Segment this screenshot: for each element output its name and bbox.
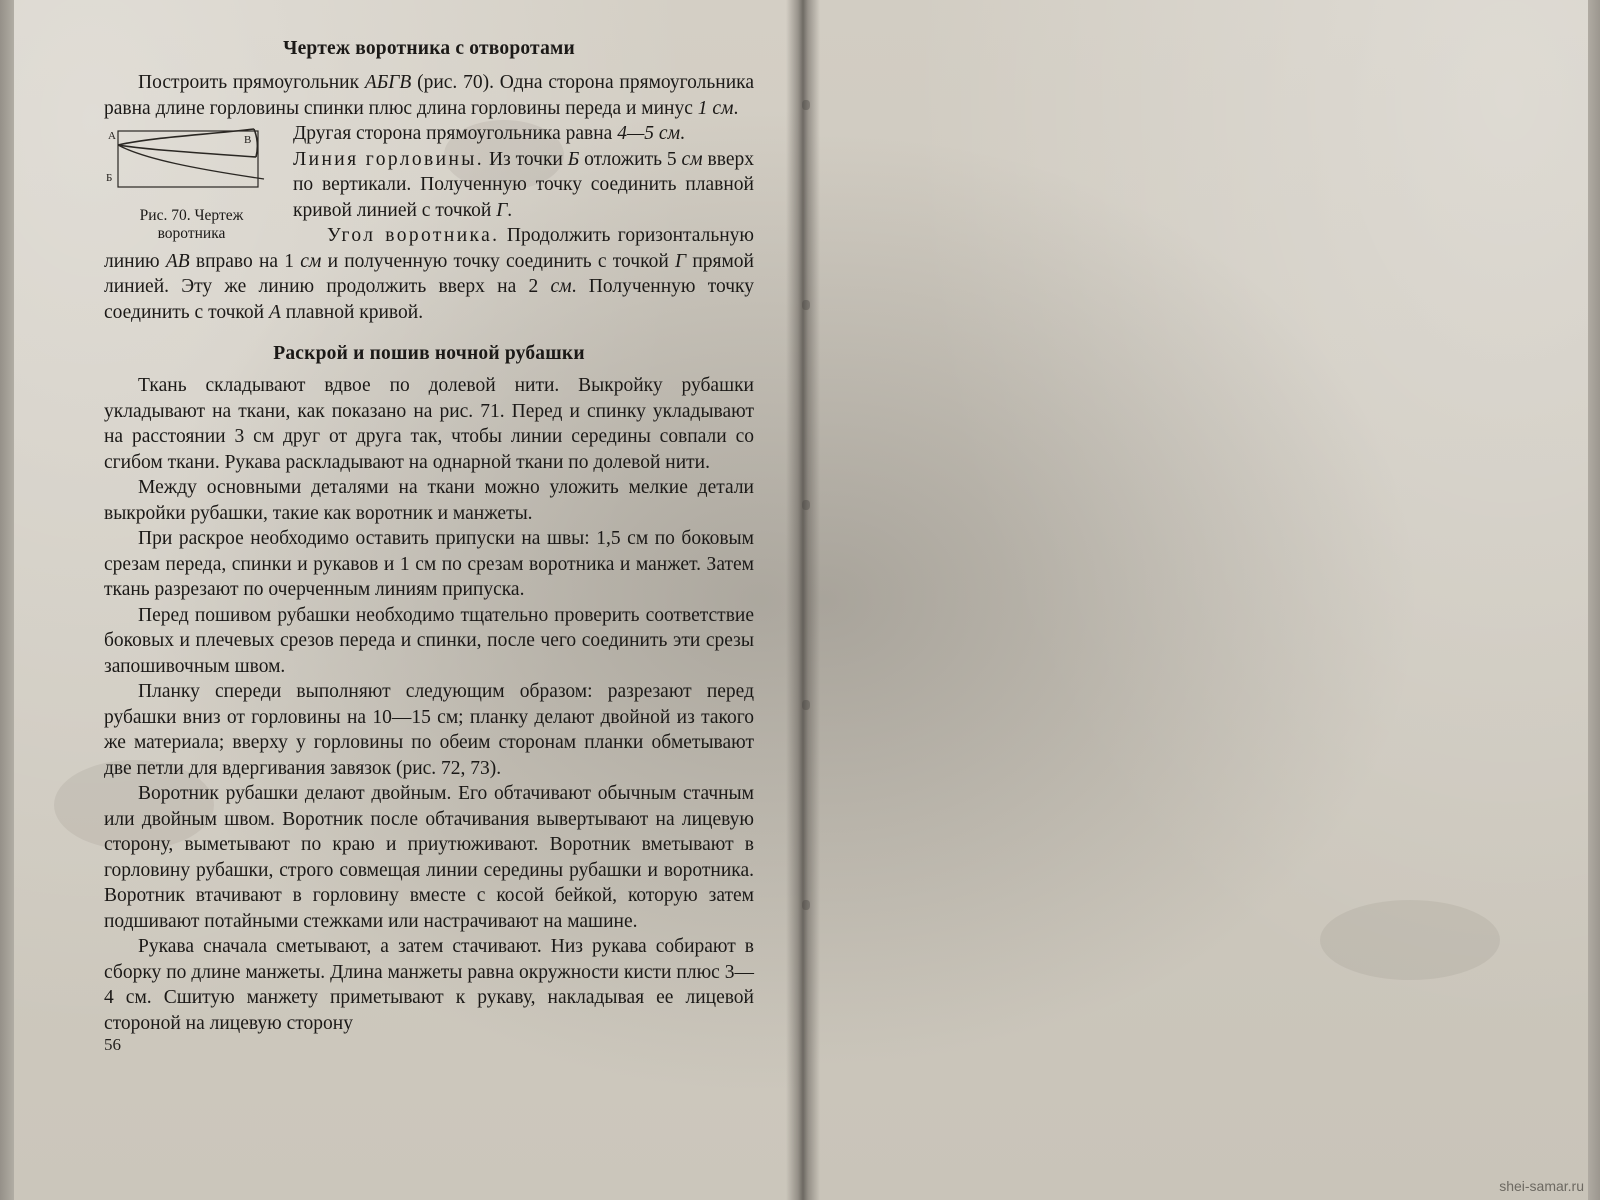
paragraph-sew-2: Между основными деталями на ткани можно уложить мелкие детали выкройки рубашки, такие как воротник и манжеты. [104,477,754,524]
paragraph-collar-3: Линия горловины. Из точки Б отложить 5 см вверх по вертикали. Полученную точку соединить плавной кривой линией с точкой Г. [293,148,754,221]
paragraph-sew-5: Планку спереди выполняют следующим образом: разрезают перед рубашки вниз от горловины на 10—15 см; планку делают двойной из такого же материала; вверху у горловины по обеим сторонам планки обметывают две петли для вдергивания завязок (рис. 72, 73). [104,681,754,779]
gutter-stitch-marks [802,0,812,1200]
left-heading-collar: Чертеж воротника с отворотами [283,38,575,59]
paragraph-collar-4: Угол воротника. Продолжить горизонтальную линию АВ вправо на 1 см и полученную точку соединить с точкой Г прямой линией. Эту же линию продолжить вверх на 2 см. Полученную точку соединить с точкой А плавной кривой. [104,225,754,323]
page-number-left: 56 [104,1035,121,1054]
figure-70-drawing [104,123,274,201]
figure-70 [104,123,279,243]
paragraph-sew-3: При раскрое необходимо оставить припуски на швы: 1,5 см по боковым срезам переда, спинки и рукавов и 1 см по срезам воротника и манжет. Затем ткань разрезают по очерченным линиям припуска. [104,528,754,600]
left-page [14,0,800,1200]
figure-70-caption: Рис. 70. Чертеж воротника [139,207,244,242]
svg-text:А: А [108,130,116,142]
paragraph-collar-2: Другая сторона прямоугольника равна 4—5 см. [293,123,685,144]
svg-text:В: В [244,134,252,146]
svg-text:Б: Б [106,172,113,184]
paragraph-sew-4: Перед пошивом рубашки необходимо тщательно проверить соответствие боковых и плечевых срезов переда и спинки, после чего соединить эти срезы запошивочным швом. [104,604,754,677]
left-page-text-column [104,38,754,1036]
paragraph-collar-1: Построить прямоугольник АБГВ (рис. 70). Одна сторона прямоугольника равна длине горловины спинки плюс длина горловины переда и минус 1 см. [104,72,755,119]
paragraph-sew-7: Рукава сначала сметывают, а затем стачивают. Низ рукава собирают в сборку по длине манжеты. Длина манжеты равна окружности кисти плюс 3—4 см. Сшитую манжету приметывают к рукаву, накладывая ее лицевой стороной на лицевую сторону [104,936,754,1034]
left-heading-sewing: Раскрой и пошив ночной рубашки [273,343,585,364]
paragraph-sew-1: Ткань складывают вдвое по долевой нити. Выкройку рубашки укладывают на ткани, как показано на рис. 71. Перед и спинку укладывают на расстоянии 3 см друг от друга так, чтобы линии середины совпали со сгибом ткани. Рукава раскладывают на однарной ткани по долевой нити. [104,375,754,473]
paragraph-sew-6: Воротник рубашки делают двойным. Его обтачивают обычным стачным или двойным швом. Воротник после обтачивания вывертывают на лицевую сторону, выметывают по краю и приутюживают. Воротник вметывают в горловину рубашки, строго совмещая линии середины рубашки и воротника. Воротник втачивают в горловину вместе с косой бейкой, которую затем подшивают потайными стежками или настрачивают на машине. [104,783,754,932]
watermark: shei-samar.ru [1499,1178,1584,1194]
right-page [800,0,1588,1200]
